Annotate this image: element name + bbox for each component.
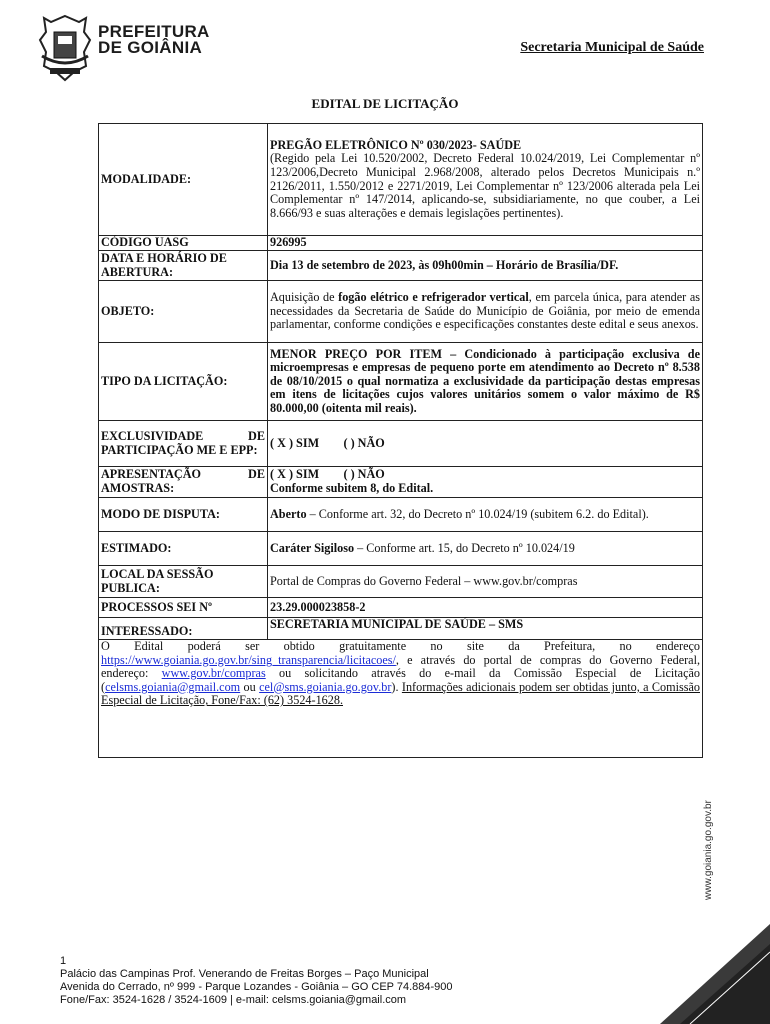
- footer-contact: Fone/Fax: 3524-1628 / 3524-1609 | e-mail: celsms.goiania@gmail.com: [60, 994, 407, 1006]
- pregao-number: PREGÃO ELETRÔNICO Nº 030/2023- SAÚDE: [270, 137, 522, 152]
- label-objeto: OBJETO:: [99, 281, 268, 343]
- label-interessado: INTERESSADO:: [99, 618, 268, 640]
- apresentacao-subitem: Conforme subitem 8, do Edital.: [270, 481, 434, 495]
- value-local: Portal de Compras do Governo Federal – www.gov.br/compras: [268, 566, 703, 598]
- row-exclusividade: [99, 421, 703, 467]
- label-processos: PROCESSOS SEI Nº: [99, 598, 268, 618]
- notice-p4: ou: [240, 679, 260, 694]
- label-modalidade: MODALIDADE:: [99, 124, 268, 236]
- footer-address-1: Palácio das Campinas Prof. Venerando de Freitas Borges – Paço Municipal: [60, 968, 429, 980]
- secretaria-heading: Secretaria Municipal de Saúde: [520, 40, 704, 55]
- footer-address-2: Avenida do Cerrado, nº 999 - Parque Lozandes - Goiânia – GO CEP 74.884-900: [60, 981, 453, 993]
- row-tipo: [99, 343, 703, 421]
- label-local: LOCAL DA SESSÃO PUBLICA:: [99, 566, 268, 598]
- value-interessado: SECRETARIA MUNICIPAL DE SAÚDE – SMS: [268, 618, 703, 640]
- document-title: EDITAL DE LICITAÇÃO: [311, 96, 459, 111]
- objeto-pre: Aquisição de: [270, 290, 339, 305]
- notice-text: [99, 640, 703, 758]
- gov-compras-link[interactable]: www.gov.br/compras: [161, 666, 266, 681]
- exclusividade-sim: ( X ) SIM: [270, 435, 320, 450]
- apresentacao-sim: ( X ) SIM: [270, 467, 320, 482]
- value-processos: 23.29.000023858-2: [268, 598, 703, 618]
- row-modo: [99, 498, 703, 532]
- corner-decoration-icon: [660, 924, 770, 1024]
- value-tipo: MENOR PREÇO POR ITEM – Condicionado à participação exclusiva de microempresas e empresas de pequeno porte em atendimento ao Decreto nº 8.538 de 08/10/2015 o qual normatiza a exclusividade da participação destas empresas em itens de licitações cujos valores unitários somem o valor máximo de R$ 80.000,00 (oitenta mil reais).: [268, 343, 703, 421]
- label-modo: MODO DE DISPUTA:: [99, 498, 268, 532]
- notice-p1: O Edital poderá ser obtido gratuitamente no site da Prefeitura, no endereço: [101, 639, 700, 653]
- email-link-sms[interactable]: cel@sms.goiania.go.gov.br: [259, 679, 392, 694]
- page-footer: [60, 955, 453, 1007]
- notice-p5: ).: [391, 679, 402, 694]
- row-estimado: [99, 532, 703, 566]
- value-apresentacao: [268, 467, 703, 498]
- modalidade-text: (Regido pela Lei 10.520/2002, Decreto Federal 10.024/2019, Lei Complementar nº 123/2006,Decreto Municipal 2.968/2008, alterado pelos Decretos Municipais n.º 2126/2011, 1.550/2012 e 2271/2019, Lei Complementar nº 123/2006 alterada pela Lei Complementar nº 147/2014, aplicando-se, subsidiariamente, no que couber, a Lei 8.666/93 e suas alterações e demais legislações pertinentes).: [270, 151, 700, 220]
- apresentacao-nao: ( ) NÃO: [343, 467, 385, 482]
- exclusividade-nao: ( ) NÃO: [343, 435, 385, 450]
- page-number: 1: [60, 955, 67, 967]
- row-apresentacao: [99, 467, 703, 498]
- label-exclusividade: EXCLUSIVIDADE DE PARTICIPAÇÃO ME E EPP:: [99, 421, 268, 467]
- modo-bold: Aberto: [270, 506, 307, 521]
- label-codigo: CÓDIGO UASG: [99, 236, 268, 251]
- edital-table: [98, 123, 703, 758]
- value-modalidade: [268, 124, 703, 236]
- notice-p2: , e através do portal de compras do Governo Federal, endereço:: [101, 652, 700, 681]
- value-data: Dia 13 de setembro de 2023, às 09h00min – Horário de Brasília/DF.: [268, 251, 703, 281]
- value-estimado: [268, 532, 703, 566]
- objeto-post: , em parcela única, para atender as necessidades da Secretaria de Saúde do Município de Goiânia, por meio de emenda parlamentar, conforme condições e especificações constantes deste edital e seus anexos.: [270, 290, 700, 332]
- estimado-text: – Conforme art. 15, do Decreto nº 10.024/19: [354, 540, 575, 555]
- value-modo: [268, 498, 703, 532]
- value-exclusividade: [268, 421, 703, 467]
- row-codigo: [99, 236, 703, 251]
- row-interessado: [99, 618, 703, 640]
- row-objeto: [99, 281, 703, 343]
- brand-name: [98, 24, 210, 56]
- estimado-bold: Caráter Sigiloso: [270, 540, 355, 555]
- portal-transparencia-link[interactable]: https://www.goiania.go.gov.br/sing_transparencia/licitacoes/: [101, 652, 396, 667]
- modo-text: – Conforme art. 32, do Decreto nº 10.024/19 (subitem 6.2. do Edital).: [306, 506, 649, 521]
- value-codigo: 926995: [268, 236, 703, 251]
- row-local: [99, 566, 703, 598]
- brand-line-1: PREFEITURA: [98, 22, 210, 41]
- label-estimado: ESTIMADO:: [99, 532, 268, 566]
- row-processos: [99, 598, 703, 618]
- objeto-bold: fogão elétrico e refrigerador vertical: [338, 290, 529, 305]
- label-apresentacao: APRESENTAÇÃO DE AMOSTRAS:: [99, 467, 268, 498]
- brand-line-2: DE GOIÂNIA: [98, 38, 203, 57]
- row-notice: [99, 640, 703, 758]
- email-link-gmail[interactable]: celsms.goiania@gmail.com: [105, 679, 241, 694]
- label-data: DATA E HORÁRIO DE ABERTURA:: [99, 251, 268, 281]
- label-tipo: TIPO DA LICITAÇÃO:: [99, 343, 268, 421]
- notice-p6: Informações adicionais podem ser obtidas junto, a Comissão Especial de Licitação, Fone/Fax: (62) 3524-1628.: [101, 679, 700, 708]
- sidebar-website: www.goiania.go.gov.br: [703, 800, 714, 900]
- row-data: [99, 251, 703, 281]
- row-modalidade: [99, 124, 703, 236]
- notice-p3: ou solicitando através do e-mail da Comissão Especial de Licitação (: [101, 666, 700, 694]
- coat-of-arms-icon: [34, 12, 96, 84]
- value-objeto: [268, 281, 703, 343]
